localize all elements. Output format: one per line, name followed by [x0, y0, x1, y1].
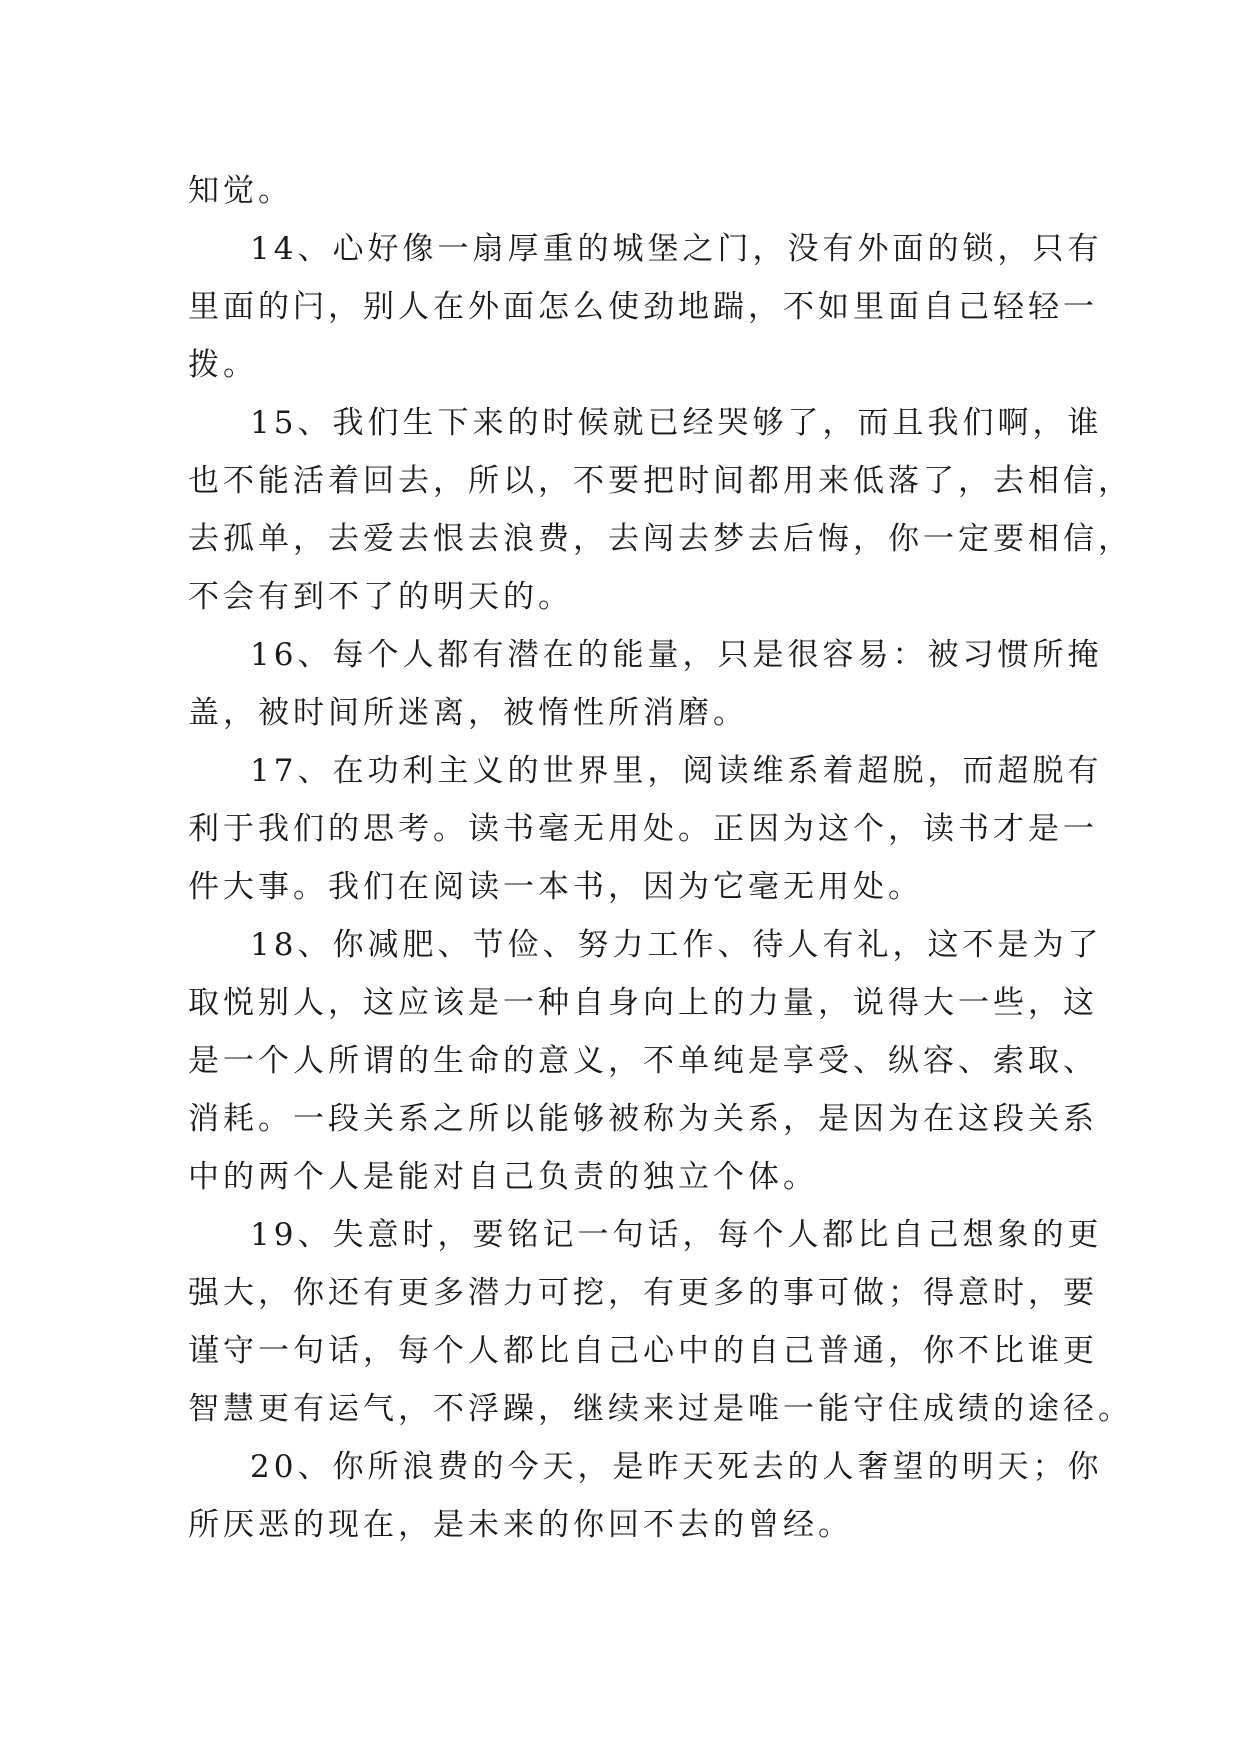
paragraph-line: 智慧更有运气，不浮躁，继续来过是唯一能守住成绩的途径。: [188, 1391, 1133, 1427]
paragraph-line: 所厌恶的现在，是未来的你回不去的曾经。: [188, 1507, 853, 1543]
paragraph-line: 也不能活着回去，所以，不要把时间都用来低落了，去相信，: [188, 463, 1133, 499]
paragraph-line: 盖，被时间所迷离，被惰性所消磨。: [188, 695, 748, 731]
paragraph-line: 不会有到不了的明天的。: [188, 579, 573, 615]
paragraph-line: 拨。: [188, 347, 258, 383]
document-body: [188, 162, 1133, 1554]
paragraph-line: 消耗。一段关系之所以能够被称为关系，是因为在这段关系: [188, 1101, 1098, 1137]
paragraph-line: 知觉。: [188, 173, 293, 209]
paragraph-18-start: 18、你减肥、节俭、努力工作、待人有礼，这不是为了: [250, 927, 1103, 963]
paragraph-line: 去孤单，去爱去恨去浪费，去闯去梦去后悔，你一定要相信，: [188, 521, 1133, 557]
paragraph-19-start: 19、失意时，要铭记一句话，每个人都比自己想象的更: [250, 1217, 1103, 1253]
paragraph-line: 谨守一句话，每个人都比自己心中的自己普通，你不比谁更: [188, 1333, 1098, 1369]
paragraph-14-start: 14、心好像一扇厚重的城堡之门，没有外面的锁，只有: [250, 231, 1103, 267]
paragraph-line: 取悦别人，这应该是一种自身向上的力量，说得大一些，这: [188, 985, 1098, 1021]
paragraph-20-start: 20、你所浪费的今天，是昨天死去的人奢望的明天；你: [250, 1449, 1103, 1485]
paragraph-line: 中的两个人是能对自己负责的独立个体。: [188, 1159, 818, 1195]
paragraph-line: 是一个人所谓的生命的意义，不单纯是享受、纵容、索取、: [188, 1043, 1098, 1079]
paragraph-16-start: 16、每个人都有潜在的能量，只是很容易：被习惯所掩: [250, 637, 1103, 673]
paragraph-17-start: 17、在功利主义的世界里，阅读维系着超脱，而超脱有: [250, 753, 1103, 789]
paragraph-line: 里面的闩，别人在外面怎么使劲地踹，不如里面自己轻轻一: [188, 289, 1098, 325]
paragraph-line: 利于我们的思考。读书毫无用处。正因为这个，读书才是一: [188, 811, 1098, 847]
paragraph-line: 强大，你还有更多潜力可挖，有更多的事可做；得意时，要: [188, 1275, 1098, 1311]
paragraph-line: 件大事。我们在阅读一本书，因为它毫无用处。: [188, 869, 923, 905]
paragraph-15-start: 15、我们生下来的时候就已经哭够了，而且我们啊，谁: [250, 405, 1103, 441]
